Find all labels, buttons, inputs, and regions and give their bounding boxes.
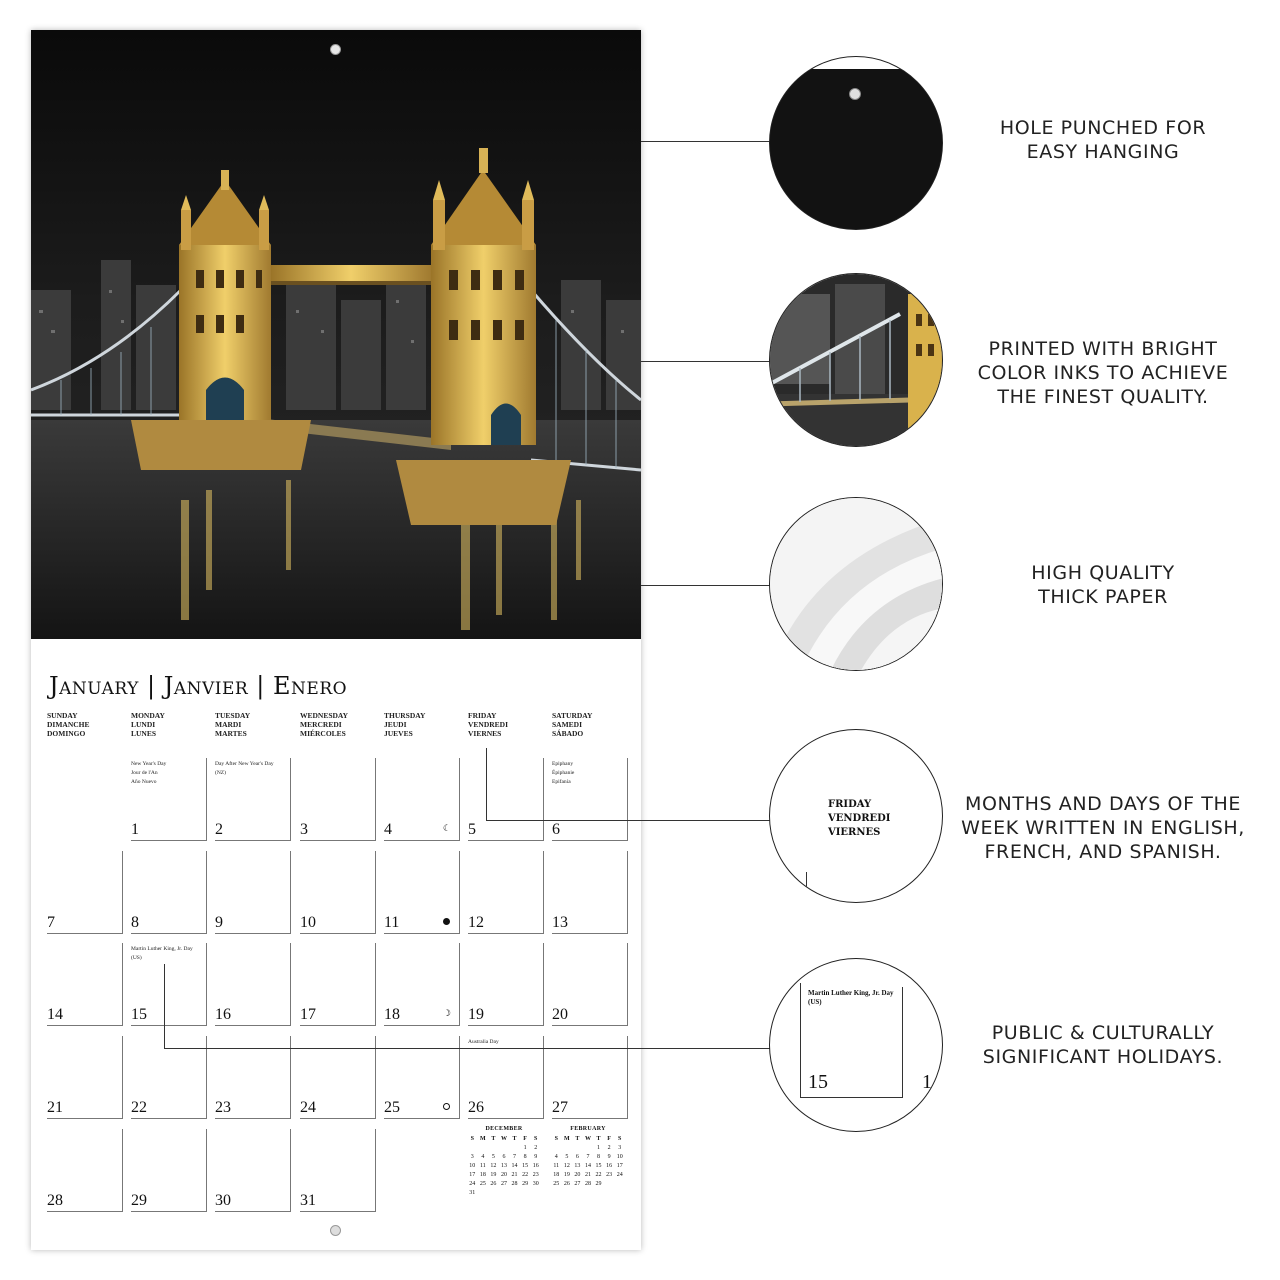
zoom-circle-inks [769,273,943,447]
zoom-day-number: 15 [808,1071,828,1093]
day-cell [300,758,376,841]
hanging-hole [330,44,341,55]
day-number: 16 [215,1006,231,1023]
weekday-monday [131,711,215,738]
day-number: 21 [47,1099,63,1116]
weekday-label-fr: SAMEDI [552,720,583,729]
quarter-moon-icon: ☽ [442,1008,451,1018]
day-number: 12 [468,914,484,931]
day-number: 18 [384,1006,400,1023]
weekday-sunday [47,711,131,738]
holiday-note: Australia Day [468,1039,499,1045]
feature-paper-label: HIGH QUALITY THICK PAPER [1031,562,1175,608]
mini-calendar-table: S M T W T F S 1 2 3 4 5 6 7 8 9 10 11 12 13 14 15 16 17 18 19 20 21 22 23 24 25 26 27 28 29 [553,1136,623,1187]
day-number: 1 [131,821,139,838]
connector-holidays [164,1048,771,1049]
day-number: 13 [552,914,568,931]
day-cell [552,758,628,841]
weekday-label-es: DOMINGO [47,729,86,738]
month-title: January | Janvier | Enero [49,672,348,700]
day-cell [384,943,460,1026]
weekday-saturday [552,711,636,738]
weekday-label-fr: LUNDI [131,720,156,729]
day-number: 19 [468,1006,484,1023]
holiday-note: New Year's Day Jour de l'An Año Nuevo [131,761,167,785]
day-cell [384,758,460,841]
day-cell [384,851,460,934]
day-cell [215,758,291,841]
zoom-circle-languages [769,729,943,903]
mini-calendar-table: S M T W T F S 1 2 3 4 5 6 7 8 9 10 11 12 13 14 15 16 17 18 19 20 21 22 23 24 25 26 27 28 29 30 31 [469,1136,539,1196]
mini-calendar-title: DECEMBER [485,1126,523,1132]
weekday-label-en: FRIDAY [468,711,497,720]
day-cell [300,1129,376,1212]
day-number: 6 [552,821,560,838]
weekday-label-en: SUNDAY [47,711,78,720]
day-cell [215,1129,291,1212]
day-cell [47,943,123,1026]
day-cell [468,758,544,841]
feature-holidays-label: PUBLIC & CULTURALLY SIGNIFICANT HOLIDAYS. [982,1022,1224,1068]
day-cell [468,943,544,1026]
weekday-label-es: MIÉRCOLES [300,729,346,738]
day-number: 14 [47,1006,63,1023]
day-number: 23 [215,1099,231,1116]
holiday-note: Epiphany Épiphanie Epifanía [552,761,575,785]
connector-inks [641,361,771,362]
weekday-label-en: SATURDAY [552,711,593,720]
weekday-label-en: MONDAY [131,711,165,720]
day-cell [300,943,376,1026]
feature-paper-text [953,561,1253,609]
zoom-cell-left-border [800,983,801,1097]
mini-calendar-february [551,1126,625,1189]
weekday-label-fr: JEUDI [384,720,407,729]
day-cell [47,1036,123,1119]
zoom-weekday-labels [828,798,890,840]
zoom-holiday-note: Martin Luther King, Jr. Day (US) [808,989,894,1006]
zoom-circle-hole [769,56,943,230]
feature-hanging-text [953,116,1253,164]
zoom-cell-edge [806,872,807,888]
day-number: 15 [131,1006,147,1023]
day-cell [131,943,207,1026]
feature-inks-text [953,337,1253,409]
zoom-dow-fr: VENDREDI [828,813,891,824]
weekday-label-en: WEDNESDAY [300,711,349,720]
tower-bridge-photo [31,30,641,639]
feature-hanging-label: HOLE PUNCHED FOR EASY HANGING [999,117,1207,163]
day-cell [47,1129,123,1212]
weekday-label-es: VIERNES [468,729,502,738]
weekday-label-es: JUEVES [384,729,413,738]
day-number: 22 [131,1099,147,1116]
day-number: 4 [384,821,392,838]
weekday-label-es: MARTES [215,729,247,738]
weekday-label-fr: MERCREDI [300,720,342,729]
day-cell [131,1129,207,1212]
connector-languages [486,820,771,821]
day-number: 29 [131,1192,147,1209]
quarter-moon-icon: ☾ [442,823,451,833]
day-number: 5 [468,821,476,838]
feature-inks-label: PRINTED WITH BRIGHT COLOR INKS TO ACHIEVE THE FINEST QUALITY. [977,338,1229,408]
day-cell [300,851,376,934]
feature-holidays-text [953,1021,1253,1069]
day-cell [468,851,544,934]
day-cell [552,851,628,934]
weekday-tuesday [215,711,299,738]
mini-calendar-title: FEBRUARY [570,1126,606,1132]
tower-bridge-illustration [31,30,641,639]
connector-hanging [641,141,771,142]
zoom-cell-right-border [902,987,903,1097]
day-number: 17 [300,1006,316,1023]
connector-paper [641,585,771,586]
feature-languages-text [953,792,1253,864]
new-moon-icon [443,1103,450,1110]
day-number: 2 [215,821,223,838]
day-number: 24 [300,1099,316,1116]
day-number: 28 [47,1192,63,1209]
weekday-label-en: TUESDAY [215,711,251,720]
day-cell [131,758,207,841]
holiday-note: Day After New Year's Day (NZ) [215,761,274,776]
day-number: 31 [300,1192,316,1209]
day-number: 7 [47,914,55,931]
weekday-label-fr: VENDREDI [468,720,509,729]
zoom-dow-es: VIERNES [828,827,881,838]
zoom-next-day-fragment: 1 [922,1071,932,1093]
connector-languages-vertical [486,748,487,820]
day-number: 30 [215,1192,231,1209]
day-cell [131,851,207,934]
day-number: 11 [384,914,400,931]
weekday-wednesday [300,711,384,738]
day-cell [47,851,123,934]
day-number: 3 [300,821,308,838]
day-number: 10 [300,914,316,931]
zoom-dow-en: FRIDAY [828,799,872,810]
day-cell [552,943,628,1026]
weekday-label-fr: DIMANCHE [47,720,90,729]
calendar-sheet [31,30,641,1250]
feature-languages-label: MONTHS AND DAYS OF THE WEEK WRITTEN IN ENGLISH, FRENCH, AND SPANISH. [961,793,1245,863]
holiday-note: Martin Luther King, Jr. Day (US) [131,946,193,961]
full-moon-icon [443,918,450,925]
bottom-hole [330,1225,341,1236]
day-number: 25 [384,1099,400,1116]
weekday-thursday [384,711,468,738]
day-cell [215,851,291,934]
mini-calendar-december [467,1126,541,1198]
zoom-circle-paper [769,497,943,671]
weekday-label-en: THURSDAY [384,711,426,720]
day-number: 8 [131,914,139,931]
day-number: 20 [552,1006,568,1023]
zoom-cell-bottom-border [800,1097,903,1098]
connector-holidays-vertical [164,964,165,1048]
zoom-circle-holidays [769,958,943,1132]
weekday-label-fr: MARDI [215,720,242,729]
weekday-label-es: SÁBADO [552,729,584,738]
weekday-label-es: LUNES [131,729,157,738]
day-number: 27 [552,1099,568,1116]
weekday-friday [468,711,552,738]
day-number: 26 [468,1099,484,1116]
day-cell [215,943,291,1026]
day-number: 9 [215,914,223,931]
